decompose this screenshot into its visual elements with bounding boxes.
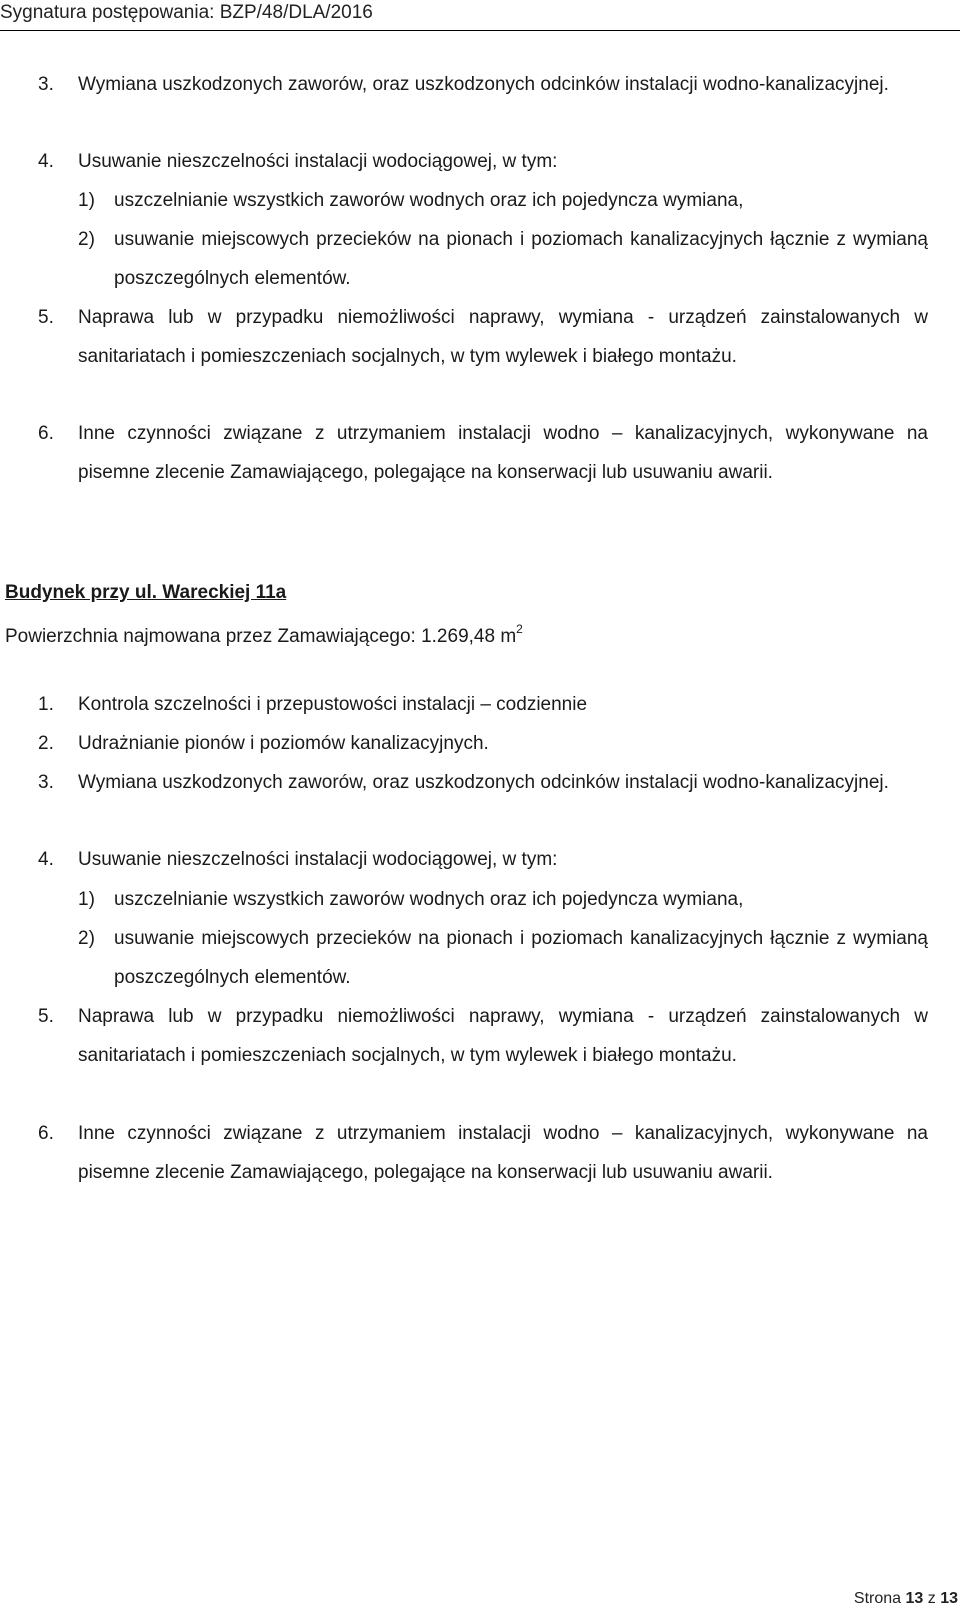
sublist-number: 1) bbox=[78, 889, 95, 910]
footer-prefix: Strona bbox=[853, 1590, 902, 1607]
list-number: 2. bbox=[38, 733, 54, 754]
list-item-text: Usuwanie nieszczelności instalacji wodociągowej, w tym: bbox=[78, 849, 558, 870]
sublist-number: 1) bbox=[78, 190, 95, 211]
list-number: 3. bbox=[38, 772, 54, 793]
building-title: Budynek przy ul. Wareckiej 11a bbox=[5, 582, 287, 603]
list-number: 3. bbox=[38, 74, 54, 95]
sublist-number: 2) bbox=[78, 928, 95, 949]
page-footer bbox=[854, 1590, 958, 1608]
list-item-text: Usuwanie nieszczelności instalacji wodociągowej, w tym: bbox=[78, 151, 558, 172]
footer-page-total: 13 bbox=[940, 1590, 958, 1607]
header-rule bbox=[0, 30, 960, 31]
sublist-number: 2) bbox=[78, 229, 95, 250]
list-item-text: Wymiana uszkodzonych zaworów, oraz uszkodzonych odcinków instalacji wodno-kanalizacyjnej. bbox=[78, 74, 889, 95]
list-number: 4. bbox=[38, 151, 54, 172]
sublist-item-text: uszczelnianie wszystkich zaworów wodnych oraz ich pojedyncza wymiana, bbox=[114, 889, 744, 910]
area-label: Powierzchnia najmowana przez Zamawiającego: 1.269,48 m bbox=[5, 626, 517, 647]
list-item-text: Inne czynności związane z utrzymaniem instalacji wodno – kanalizacyjnych, wykonywane na pisemne zlecenie Zamawiającego, polegające na konserwacji lub usuwaniu awarii. bbox=[78, 423, 928, 483]
footer-separator: z bbox=[927, 1590, 936, 1607]
list-item-text: Inne czynności związane z utrzymaniem instalacji wodno – kanalizacyjnych, wykonywane na pisemne zlecenie Zamawiającego, polegające na konserwacji lub usuwaniu awarii. bbox=[78, 1123, 928, 1183]
sublist-item-text: usuwanie miejscowych przecieków na pionach i poziomach kanalizacyjnych łącznie z wymianą poszczególnych elementów. bbox=[114, 229, 928, 289]
list-item-text: Naprawa lub w przypadku niemożliwości naprawy, wymiana - urządzeń zainstalowanych w sanitariatach i pomieszczeniach socjalnych, w tym wylewek i białego montażu. bbox=[78, 1006, 928, 1066]
list-number: 6. bbox=[38, 423, 54, 444]
footer-page-number: 13 bbox=[905, 1590, 924, 1607]
area-line bbox=[5, 614, 523, 652]
list-number: 5. bbox=[38, 307, 54, 328]
list-item-text: Udrażnianie pionów i poziomów kanalizacyjnych. bbox=[78, 733, 489, 754]
list-number: 1. bbox=[38, 694, 54, 715]
list-item-text: Naprawa lub w przypadku niemożliwości naprawy, wymiana - urządzeń zainstalowanych w sanitariatach i pomieszczeniach socjalnych, w tym wylewek i białego montażu. bbox=[78, 307, 928, 367]
page-header: Sygnatura postępowania: BZP/48/DLA/2016 bbox=[0, 2, 373, 23]
list-number: 5. bbox=[38, 1006, 54, 1027]
list-item-text: Kontrola szczelności i przepustowości instalacji – codziennie bbox=[78, 694, 588, 715]
list-number: 4. bbox=[38, 849, 54, 870]
list-number: 6. bbox=[38, 1123, 54, 1144]
area-superscript: 2 bbox=[516, 622, 523, 636]
sublist-item-text: uszczelnianie wszystkich zaworów wodnych oraz ich pojedyncza wymiana, bbox=[114, 190, 744, 211]
list-item-text: Wymiana uszkodzonych zaworów, oraz uszkodzonych odcinków instalacji wodno-kanalizacyjnej. bbox=[78, 772, 889, 793]
sublist-item-text: usuwanie miejscowych przecieków na pionach i poziomach kanalizacyjnych łącznie z wymianą poszczególnych elementów. bbox=[114, 928, 928, 988]
